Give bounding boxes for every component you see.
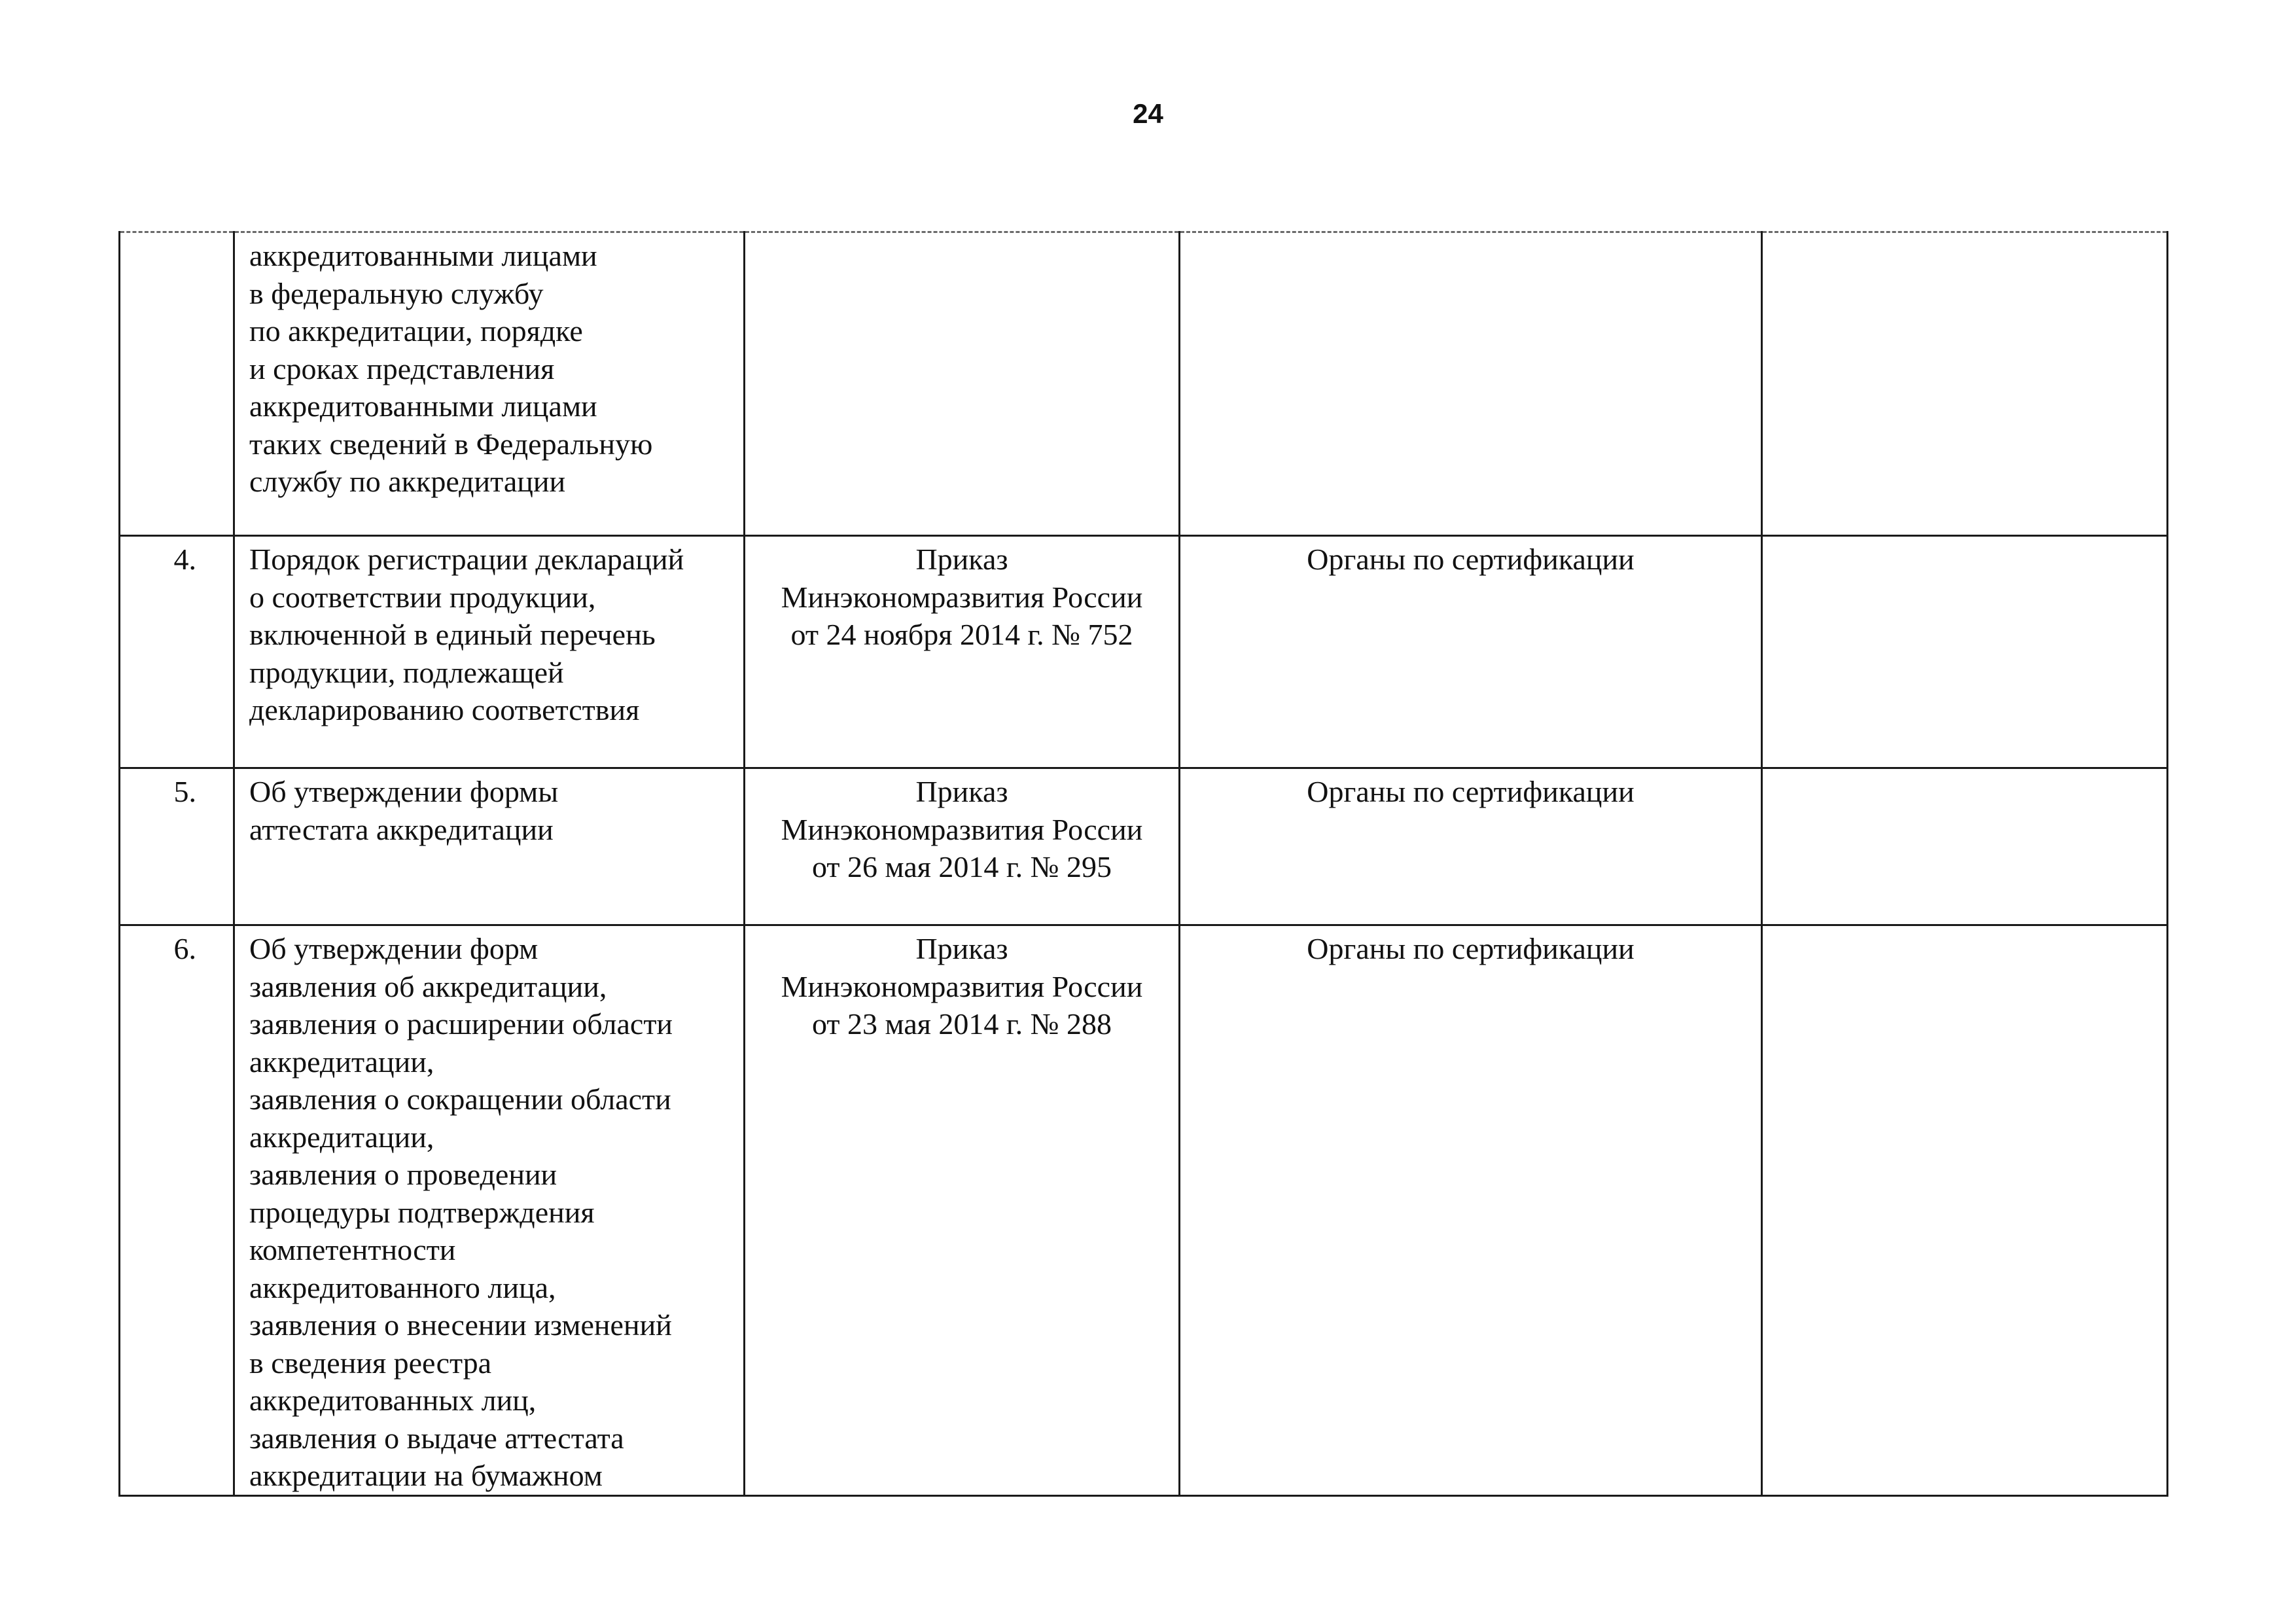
- act-line: от 24 ноября 2014 г. № 752: [790, 618, 1133, 651]
- title-line: аттестата аккредитации: [249, 812, 554, 846]
- title-line: и сроках представления: [249, 351, 555, 385]
- row-number-cell: 4.: [120, 536, 234, 768]
- title-line: аккредитованными лицами: [249, 239, 597, 272]
- title-line: декларированию соответствия: [249, 693, 640, 726]
- row-number-cell: [120, 232, 234, 536]
- act-line: Минэкономразвития России: [781, 580, 1143, 614]
- document-title-cell: [234, 232, 745, 536]
- title-line: Об утверждении форм: [249, 932, 539, 965]
- title-line: заявления о выдаче аттестата: [249, 1421, 624, 1455]
- title-line: Об утверждении формы: [249, 775, 559, 808]
- title-line: в федеральную службу: [249, 276, 544, 310]
- act-line: Минэкономразвития России: [781, 812, 1143, 846]
- note-cell: [1762, 232, 2168, 536]
- legal-act-cell: [745, 536, 1180, 768]
- title-line: процедуры подтверждения: [249, 1195, 595, 1229]
- note-cell: [1762, 536, 2168, 768]
- title-line: о соответствии продукции,: [249, 580, 596, 614]
- title-line: включенной в единый перечень: [249, 618, 656, 651]
- act-line: Минэкономразвития России: [781, 969, 1143, 1003]
- title-line: заявления о сокращении области: [249, 1082, 671, 1116]
- organization-cell: Органы по сертификации: [1180, 925, 1762, 1496]
- title-line: продукции, подлежащей: [249, 655, 564, 689]
- title-line: службу по аккредитации: [249, 465, 566, 498]
- title-line: в сведения реестра: [249, 1346, 492, 1380]
- document-title-cell: [234, 925, 745, 1496]
- legal-act-cell: [745, 232, 1180, 536]
- regulations-table: [118, 231, 2168, 1497]
- document-title-cell: [234, 768, 745, 925]
- note-cell: [1762, 925, 2168, 1496]
- title-line: аккредитованных лиц,: [249, 1383, 537, 1417]
- table-row: [120, 768, 2168, 925]
- act-line: Приказ: [915, 543, 1008, 576]
- title-line: заявления о расширении области: [249, 1007, 673, 1041]
- act-line: от 26 мая 2014 г. № 295: [812, 850, 1112, 883]
- organization-cell: Органы по сертификации: [1180, 536, 1762, 768]
- title-line: аккредитации на бумажном: [249, 1459, 603, 1492]
- note-cell: [1762, 768, 2168, 925]
- title-line: по аккредитации, порядке: [249, 314, 583, 348]
- title-line: аккредитации,: [249, 1120, 434, 1154]
- legal-act-cell: [745, 768, 1180, 925]
- title-line: аккредитованными лицами: [249, 389, 597, 423]
- act-line: Приказ: [915, 775, 1008, 808]
- table-row: [120, 232, 2168, 536]
- row-number-cell: 5.: [120, 768, 234, 925]
- title-line: Порядок регистрации деклараций: [249, 543, 684, 576]
- title-line: аккредитации,: [249, 1044, 434, 1079]
- title-line: заявления о проведении: [249, 1158, 557, 1191]
- organization-cell: [1180, 232, 1762, 536]
- act-line: от 23 мая 2014 г. № 288: [812, 1007, 1112, 1041]
- title-line: аккредитованного лица,: [249, 1270, 556, 1304]
- row-number-cell: 6.: [120, 925, 234, 1496]
- title-line: компетентности: [249, 1233, 456, 1266]
- legal-act-cell: [745, 925, 1180, 1496]
- title-line: заявления о внесении изменений: [249, 1308, 672, 1342]
- title-line: таких сведений в Федеральную: [249, 427, 653, 461]
- table-row: [120, 536, 2168, 768]
- title-line: заявления об аккредитации,: [249, 969, 607, 1003]
- document-title-cell: [234, 536, 745, 768]
- act-line: Приказ: [915, 932, 1008, 965]
- table-row: [120, 925, 2168, 1496]
- organization-cell: Органы по сертификации: [1180, 768, 1762, 925]
- page-number: 24: [1133, 98, 1163, 129]
